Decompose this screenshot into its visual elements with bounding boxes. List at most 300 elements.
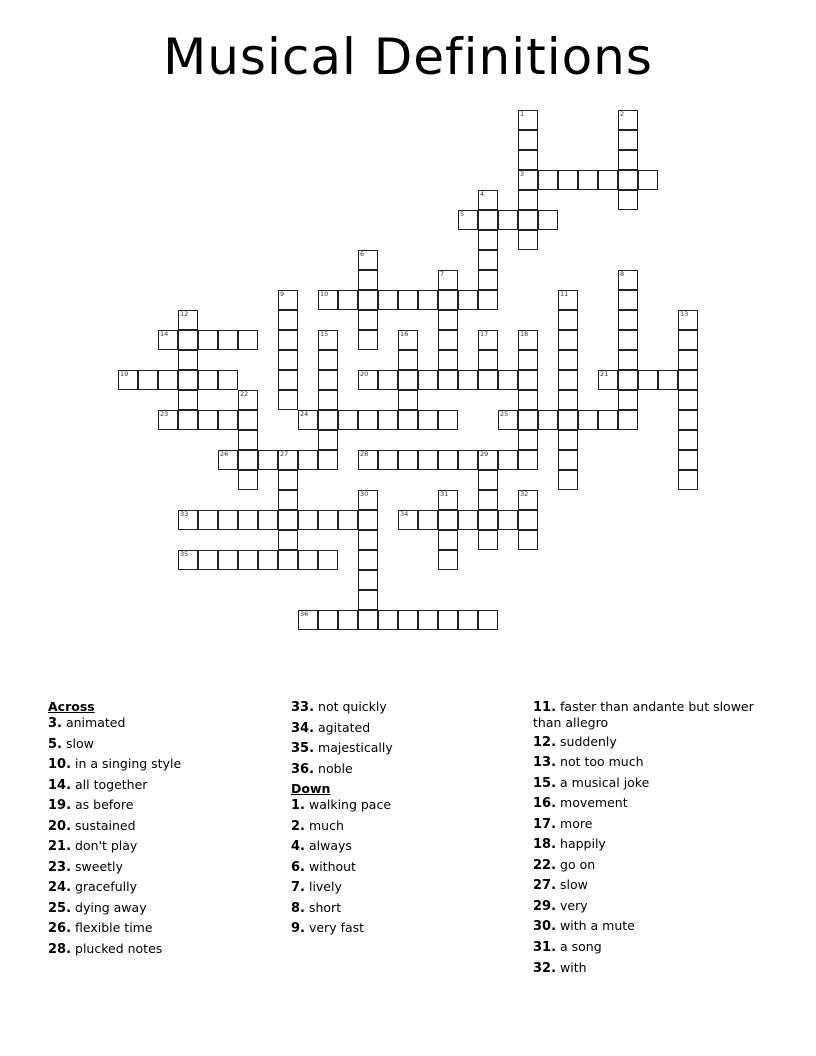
- clue-text: a song: [560, 939, 602, 955]
- cell-number: 18: [520, 330, 529, 338]
- grid-cell[interactable]: [438, 270, 458, 290]
- clue-number: 2.: [291, 818, 305, 834]
- clue-text: flexible time: [75, 920, 153, 936]
- grid-cell[interactable]: [398, 410, 418, 430]
- grid-cell[interactable]: [238, 510, 258, 530]
- grid-cell[interactable]: [398, 610, 418, 630]
- grid-cell[interactable]: [458, 370, 478, 390]
- clue-number: 24.: [48, 880, 72, 896]
- grid-cell[interactable]: [178, 510, 198, 530]
- grid-cell[interactable]: [518, 410, 538, 430]
- grid-cell[interactable]: [158, 370, 178, 390]
- cell-number: 33: [180, 510, 189, 518]
- clue-text: without: [308, 858, 356, 874]
- clue-item: [48, 757, 278, 773]
- grid-cell[interactable]: [358, 570, 378, 590]
- grid-cell[interactable]: [398, 510, 418, 530]
- grid-cell[interactable]: [418, 410, 438, 430]
- grid-cell[interactable]: [258, 510, 278, 530]
- grid-cell[interactable]: [618, 410, 638, 430]
- grid-cell[interactable]: [618, 350, 638, 370]
- grid-cell[interactable]: [278, 330, 298, 350]
- grid-cell[interactable]: [518, 190, 538, 210]
- grid-cell[interactable]: [218, 510, 238, 530]
- grid-cell[interactable]: [278, 310, 298, 330]
- grid-cell[interactable]: [438, 350, 458, 370]
- grid-cell[interactable]: [618, 330, 638, 350]
- grid-cell[interactable]: [218, 370, 238, 390]
- clue-item: [291, 880, 521, 896]
- clue-item: [291, 921, 521, 937]
- clue-text: sweetly: [75, 858, 123, 874]
- grid-cell[interactable]: [298, 550, 318, 570]
- grid-cell[interactable]: [238, 450, 258, 470]
- grid-cell[interactable]: [298, 410, 318, 430]
- grid-cell[interactable]: [218, 450, 238, 470]
- grid-cell[interactable]: [178, 370, 198, 390]
- grid-cell[interactable]: [378, 610, 398, 630]
- clue-item: [48, 716, 278, 732]
- clue-number: 17.: [533, 816, 557, 832]
- grid-cell[interactable]: [278, 290, 298, 310]
- grid-cell[interactable]: [618, 290, 638, 310]
- grid-cell[interactable]: [358, 610, 378, 630]
- clue-text: agitated: [318, 719, 371, 735]
- clue-number: 7.: [291, 880, 305, 896]
- grid-cell[interactable]: [558, 450, 578, 470]
- grid-cell[interactable]: [418, 290, 438, 310]
- clue-number: 34.: [291, 720, 315, 736]
- clue-number: 35.: [291, 741, 315, 757]
- clue-text: a musical joke: [560, 774, 650, 790]
- cell-number: 11: [560, 290, 569, 298]
- clue-number: 12.: [533, 734, 557, 750]
- grid-cell[interactable]: [558, 390, 578, 410]
- grid-cell[interactable]: [118, 370, 138, 390]
- clue-text: very: [560, 897, 588, 913]
- clue-number: 30.: [533, 919, 557, 935]
- grid-cell[interactable]: [478, 450, 498, 470]
- grid-cell[interactable]: [278, 390, 298, 410]
- grid-cell[interactable]: [518, 350, 538, 370]
- grid-cell[interactable]: [518, 130, 538, 150]
- grid-cell[interactable]: [318, 350, 338, 370]
- grid-cell[interactable]: [478, 290, 498, 310]
- grid-cell[interactable]: [278, 530, 298, 550]
- cell-number: 6: [360, 250, 365, 258]
- grid-cell[interactable]: [438, 330, 458, 350]
- grid-cell[interactable]: [558, 410, 578, 430]
- grid-cell[interactable]: [478, 350, 498, 370]
- clue-text: in a singing style: [75, 756, 182, 772]
- grid-cell[interactable]: [678, 410, 698, 430]
- grid-cell[interactable]: [398, 390, 418, 410]
- grid-cell[interactable]: [238, 430, 258, 450]
- grid-cell[interactable]: [178, 550, 198, 570]
- grid-cell[interactable]: [278, 550, 298, 570]
- clue-text: go on: [560, 856, 596, 872]
- clue-text: noble: [318, 760, 353, 776]
- clue-item: [291, 741, 521, 757]
- clue-number: 3.: [48, 716, 62, 731]
- clue-item: [48, 880, 278, 896]
- down-heading: Down: [291, 781, 331, 797]
- grid-cell[interactable]: [358, 530, 378, 550]
- grid-cell[interactable]: [538, 210, 558, 230]
- grid-cell[interactable]: [478, 610, 498, 630]
- clue-text: sustained: [75, 817, 136, 833]
- cell-number: 27: [280, 450, 289, 458]
- clue-item: [291, 839, 521, 855]
- grid-cell[interactable]: [318, 430, 338, 450]
- grid-cell[interactable]: [378, 370, 398, 390]
- grid-cell[interactable]: [358, 490, 378, 510]
- grid-cell[interactable]: [378, 450, 398, 470]
- grid-cell[interactable]: [178, 410, 198, 430]
- grid-cell[interactable]: [618, 190, 638, 210]
- clue-item: [291, 819, 521, 835]
- grid-cell[interactable]: [358, 590, 378, 610]
- grid-cell[interactable]: [358, 270, 378, 290]
- grid-cell[interactable]: [478, 270, 498, 290]
- grid-cell[interactable]: [618, 150, 638, 170]
- grid-cell[interactable]: [438, 610, 458, 630]
- grid-cell[interactable]: [518, 230, 538, 250]
- clue-text: happily: [560, 836, 606, 852]
- clues-column-1: [48, 700, 278, 963]
- clue-item: [48, 798, 278, 814]
- clue-number: 10.: [48, 757, 72, 773]
- clue-number: 20.: [48, 818, 72, 834]
- grid-cell[interactable]: [238, 410, 258, 430]
- clue-text: slow: [560, 877, 588, 893]
- clue-item: [48, 921, 278, 937]
- grid-cell[interactable]: [598, 370, 618, 390]
- cell-number: 28: [360, 450, 369, 458]
- grid-cell[interactable]: [618, 270, 638, 290]
- cell-number: 24: [300, 410, 309, 418]
- grid-cell[interactable]: [518, 210, 538, 230]
- grid-cell[interactable]: [278, 450, 298, 470]
- clue-item: [48, 839, 278, 855]
- clue-item: [48, 901, 278, 917]
- grid-cell[interactable]: [178, 350, 198, 370]
- grid-cell[interactable]: [438, 510, 458, 530]
- grid-cell[interactable]: [378, 410, 398, 430]
- grid-cell[interactable]: [478, 330, 498, 350]
- grid-cell[interactable]: [278, 490, 298, 510]
- grid-cell[interactable]: [558, 470, 578, 490]
- grid-cell[interactable]: [318, 290, 338, 310]
- grid-cell[interactable]: [678, 430, 698, 450]
- clue-text: as before: [75, 797, 134, 813]
- grid-cell[interactable]: [658, 370, 678, 390]
- grid-cell[interactable]: [478, 230, 498, 250]
- grid-cell[interactable]: [358, 250, 378, 270]
- grid-cell[interactable]: [438, 410, 458, 430]
- grid-cell[interactable]: [218, 410, 238, 430]
- grid-cell[interactable]: [478, 210, 498, 230]
- grid-cell[interactable]: [198, 330, 218, 350]
- grid-cell[interactable]: [678, 390, 698, 410]
- grid-cell[interactable]: [678, 330, 698, 350]
- cell-number: 23: [160, 410, 169, 418]
- grid-cell[interactable]: [518, 390, 538, 410]
- grid-cell[interactable]: [338, 510, 358, 530]
- clue-text: animated: [65, 715, 126, 730]
- grid-cell[interactable]: [318, 610, 338, 630]
- grid-cell[interactable]: [318, 510, 338, 530]
- grid-cell[interactable]: [558, 290, 578, 310]
- clue-text: movement: [560, 795, 628, 811]
- grid-cell[interactable]: [678, 470, 698, 490]
- grid-cell[interactable]: [598, 170, 618, 190]
- clue-item: [533, 735, 763, 751]
- grid-cell[interactable]: [378, 290, 398, 310]
- grid-cell[interactable]: [158, 410, 178, 430]
- grid-cell[interactable]: [598, 410, 618, 430]
- grid-cell[interactable]: [458, 210, 478, 230]
- grid-cell[interactable]: [398, 350, 418, 370]
- grid-cell[interactable]: [558, 310, 578, 330]
- grid-cell[interactable]: [438, 450, 458, 470]
- grid-cell[interactable]: [618, 110, 638, 130]
- grid-cell[interactable]: [438, 550, 458, 570]
- grid-cell[interactable]: [358, 310, 378, 330]
- grid-cell[interactable]: [518, 150, 538, 170]
- clue-number: 23.: [48, 859, 72, 875]
- grid-cell[interactable]: [338, 610, 358, 630]
- grid-cell[interactable]: [578, 410, 598, 430]
- clue-item: [533, 919, 763, 935]
- cell-number: 8: [620, 270, 625, 278]
- grid-cell[interactable]: [498, 450, 518, 470]
- grid-cell[interactable]: [518, 370, 538, 390]
- grid-cell[interactable]: [418, 450, 438, 470]
- grid-cell[interactable]: [358, 410, 378, 430]
- clue-text: plucked notes: [75, 941, 163, 957]
- cell-number: 10: [320, 290, 329, 298]
- clue-number: 21.: [48, 839, 72, 855]
- grid-cell[interactable]: [458, 450, 478, 470]
- grid-cell[interactable]: [258, 450, 278, 470]
- grid-cell[interactable]: [578, 170, 598, 190]
- clue-text: not quickly: [318, 699, 387, 714]
- clue-text: majestically: [318, 740, 393, 756]
- grid-cell[interactable]: [618, 130, 638, 150]
- clue-number: 32.: [533, 960, 557, 976]
- grid-cell[interactable]: [238, 550, 258, 570]
- grid-cell[interactable]: [278, 350, 298, 370]
- grid-cell[interactable]: [198, 510, 218, 530]
- clue-item: [291, 798, 521, 814]
- cell-number: 29: [480, 450, 489, 458]
- clue-item: [533, 796, 763, 812]
- clue-text: dying away: [75, 899, 147, 915]
- grid-cell[interactable]: [338, 290, 358, 310]
- grid-cell[interactable]: [518, 490, 538, 510]
- clue-item: [533, 700, 763, 730]
- grid-cell[interactable]: [398, 290, 418, 310]
- puzzle-title: Musical Definitions: [163, 28, 653, 86]
- grid-cell[interactable]: [618, 370, 638, 390]
- grid-cell[interactable]: [218, 550, 238, 570]
- grid-cell[interactable]: [518, 530, 538, 550]
- cell-number: 16: [400, 330, 409, 338]
- cell-number: 34: [400, 510, 409, 518]
- grid-cell[interactable]: [238, 330, 258, 350]
- cell-number: 20: [360, 370, 369, 378]
- grid-cell[interactable]: [638, 370, 658, 390]
- grid-cell[interactable]: [318, 410, 338, 430]
- clue-item: [533, 940, 763, 956]
- grid-cell[interactable]: [398, 370, 418, 390]
- clue-item: [533, 837, 763, 853]
- grid-cell[interactable]: [558, 170, 578, 190]
- grid-cell[interactable]: [258, 550, 278, 570]
- grid-cell[interactable]: [358, 450, 378, 470]
- grid-cell[interactable]: [498, 510, 518, 530]
- grid-cell[interactable]: [398, 330, 418, 350]
- grid-cell[interactable]: [678, 450, 698, 470]
- grid-cell[interactable]: [478, 190, 498, 210]
- grid-cell[interactable]: [278, 510, 298, 530]
- grid-cell[interactable]: [638, 170, 658, 190]
- grid-cell[interactable]: [278, 370, 298, 390]
- grid-cell[interactable]: [178, 330, 198, 350]
- clue-item: [533, 961, 763, 977]
- clue-number: 13.: [533, 755, 557, 771]
- grid-cell[interactable]: [558, 430, 578, 450]
- grid-cell[interactable]: [478, 370, 498, 390]
- grid-cell[interactable]: [198, 370, 218, 390]
- cell-number: 26: [220, 450, 229, 458]
- grid-cell[interactable]: [458, 510, 478, 530]
- grid-cell[interactable]: [358, 550, 378, 570]
- grid-cell[interactable]: [558, 370, 578, 390]
- clue-number: 4.: [291, 839, 305, 855]
- grid-cell[interactable]: [518, 330, 538, 350]
- grid-cell[interactable]: [138, 370, 158, 390]
- grid-cell[interactable]: [298, 450, 318, 470]
- grid-cell[interactable]: [498, 210, 518, 230]
- cell-number: 25: [500, 410, 509, 418]
- clue-item: [48, 860, 278, 876]
- clue-item: [48, 819, 278, 835]
- grid-cell[interactable]: [358, 510, 378, 530]
- grid-cell[interactable]: [238, 470, 258, 490]
- clue-text: much: [308, 817, 344, 833]
- clue-text: faster than andante but slower than allegro: [533, 699, 754, 730]
- clue-number: 19.: [48, 798, 72, 814]
- cell-number: 3: [520, 170, 525, 178]
- clue-number: 11.: [533, 700, 557, 715]
- grid-cell[interactable]: [398, 450, 418, 470]
- grid-cell[interactable]: [498, 370, 518, 390]
- cell-number: 7: [440, 270, 445, 278]
- clue-text: with a mute: [560, 918, 635, 934]
- grid-cell[interactable]: [458, 610, 478, 630]
- clue-text: lively: [308, 879, 342, 895]
- clue-text: all together: [75, 776, 148, 792]
- grid-cell[interactable]: [618, 390, 638, 410]
- grid-cell[interactable]: [418, 370, 438, 390]
- clues-column-3: [533, 700, 763, 981]
- grid-cell[interactable]: [678, 310, 698, 330]
- cell-number: 4: [480, 190, 485, 198]
- grid-cell[interactable]: [618, 310, 638, 330]
- grid-cell[interactable]: [238, 390, 258, 410]
- grid-cell[interactable]: [438, 530, 458, 550]
- clue-number: 8.: [291, 900, 305, 916]
- grid-cell[interactable]: [218, 330, 238, 350]
- grid-cell[interactable]: [538, 410, 558, 430]
- grid-cell[interactable]: [518, 430, 538, 450]
- grid-cell[interactable]: [318, 390, 338, 410]
- clue-item: [533, 878, 763, 894]
- grid-cell[interactable]: [178, 310, 198, 330]
- grid-cell[interactable]: [538, 170, 558, 190]
- grid-cell[interactable]: [458, 290, 478, 310]
- grid-cell[interactable]: [318, 370, 338, 390]
- clue-item: [291, 860, 521, 876]
- grid-cell[interactable]: [678, 370, 698, 390]
- grid-cell[interactable]: [318, 330, 338, 350]
- grid-cell[interactable]: [298, 610, 318, 630]
- clue-number: 31.: [533, 940, 557, 956]
- grid-cell[interactable]: [678, 350, 698, 370]
- grid-cell[interactable]: [478, 510, 498, 530]
- cell-number: 17: [480, 330, 489, 338]
- grid-cell[interactable]: [178, 390, 198, 410]
- grid-cell[interactable]: [498, 410, 518, 430]
- grid-cell[interactable]: [358, 290, 378, 310]
- grid-cell[interactable]: [298, 510, 318, 530]
- grid-cell[interactable]: [518, 110, 538, 130]
- grid-cell[interactable]: [558, 350, 578, 370]
- grid-cell[interactable]: [518, 510, 538, 530]
- grid-cell[interactable]: [478, 470, 498, 490]
- grid-cell[interactable]: [198, 550, 218, 570]
- grid-cell[interactable]: [158, 330, 178, 350]
- grid-cell[interactable]: [318, 550, 338, 570]
- grid-cell[interactable]: [558, 330, 578, 350]
- grid-cell[interactable]: [438, 290, 458, 310]
- cell-number: 36: [300, 610, 309, 618]
- grid-cell[interactable]: [278, 470, 298, 490]
- grid-cell[interactable]: [438, 490, 458, 510]
- grid-cell[interactable]: [418, 610, 438, 630]
- grid-cell[interactable]: [618, 170, 638, 190]
- clue-text: short: [308, 899, 342, 915]
- grid-cell[interactable]: [358, 370, 378, 390]
- grid-cell[interactable]: [518, 450, 538, 470]
- clue-item: [48, 737, 278, 753]
- grid-cell[interactable]: [358, 330, 378, 350]
- grid-cell[interactable]: [478, 490, 498, 510]
- grid-cell[interactable]: [318, 450, 338, 470]
- grid-cell[interactable]: [198, 410, 218, 430]
- grid-cell[interactable]: [478, 530, 498, 550]
- cell-number: 31: [440, 490, 449, 498]
- grid-cell[interactable]: [438, 370, 458, 390]
- grid-cell[interactable]: [438, 310, 458, 330]
- grid-cell[interactable]: [338, 410, 358, 430]
- grid-cell[interactable]: [418, 510, 438, 530]
- grid-cell[interactable]: [478, 250, 498, 270]
- cell-number: 22: [240, 390, 249, 398]
- grid-cell[interactable]: [518, 170, 538, 190]
